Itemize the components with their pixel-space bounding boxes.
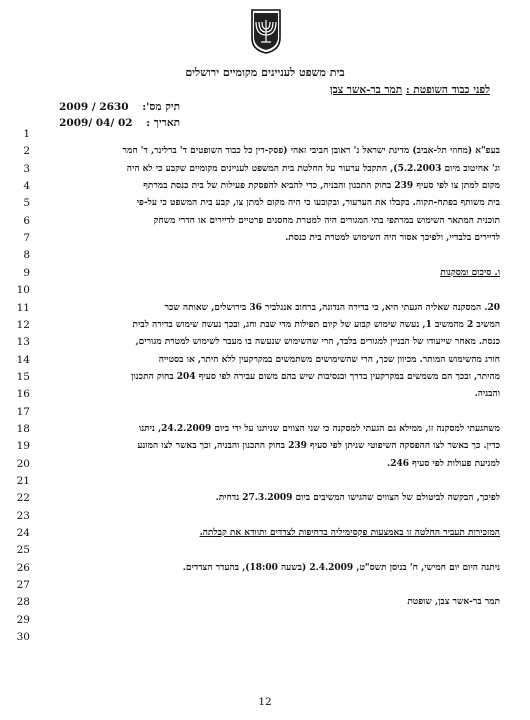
line-number: 21: [16, 475, 30, 487]
body-line: כדין. כך באשר לצו ההפסקה השיפוטי שניתן לפי סעיף 239 בחוק התכנון והבניה, וכך באשר לצו המונע: [137, 441, 500, 452]
body-line: תמר בר-אשר צבן, שופטת: [407, 597, 500, 608]
line-number: 22: [16, 492, 30, 505]
body-line: בית משותף בפתח-תקוה. בקבלו את הערעור, ובקובעו כי היה מקום למתן צו, קבע בית המשפט כי על-פי: [136, 198, 500, 209]
line-number: 19: [16, 440, 30, 453]
body-line: בעפ"א (מחוזי תל-אביב) מדינת ישראל נ' ראובן חביבי זאהי (פסק-דין כל כבוד השופטים ד' ברלינר, ד' חמר: [122, 146, 500, 157]
body-line: לפיכך, הבקשה לביטולם של הצווים שהגישו המשיבים ביום 27.3.2009 נדחית.: [215, 493, 500, 504]
case-label: תיק מס':: [142, 101, 180, 113]
line-number: 23: [16, 509, 30, 522]
date-row: [59, 117, 180, 129]
body-line: למניעת פעולות לפי סעיף 246.: [387, 458, 500, 469]
line-number: 24: [16, 527, 30, 540]
court-name: בית משפט לעניינים מקומיים ירושלים: [185, 66, 345, 79]
body-line: מקום למתן צו לפי סעיף 239 בחוק התכנון והבניה, כדי להביא להפסקת פעילות של בית כנסת במרתף: [143, 181, 500, 192]
line-number: 28: [16, 596, 30, 609]
line-number: 16: [16, 388, 30, 401]
page-number: 12: [258, 696, 272, 708]
body-line: כנסת. מאחר שייעודו של הבניין למגורים בלבד, הרי שהשימוש שנעשה בו מעבר לשימוש למטרת מגורים,: [135, 337, 500, 348]
line-number: 14: [16, 353, 30, 366]
body-line: לדיירים בלבדיי, ולפיכך אסור היה השימוש למטרת בית כנסת.: [285, 233, 500, 244]
line-number: 8: [23, 249, 30, 262]
line-number: 29: [16, 613, 30, 626]
line-number: 1: [23, 128, 30, 140]
line-number: 6: [23, 214, 30, 227]
line-number: 15: [16, 370, 30, 383]
line-number: 13: [16, 336, 30, 349]
line-number: 26: [16, 561, 30, 574]
line-number: 3: [23, 162, 30, 175]
line-number: 20: [16, 457, 30, 470]
line-number: 30: [16, 631, 30, 644]
line-number: 18: [16, 422, 30, 435]
line-number: 12: [16, 318, 30, 331]
date-value: 02 /04 /2009: [59, 117, 133, 129]
body-line: משהגעתי למסקנה זו, ממילא גם הגעתי למסקנה כי שני הצווים שניתנו על ידי ביום 24.2.2009, ניתנו: [138, 423, 500, 434]
body-line: חורג מהשימוש המותר. מכיוון שכך, הרי שהשימושים משתמשים במקרקעין ללא היתר, או בסטייה: [158, 354, 500, 365]
date-label: תאריך :: [146, 117, 180, 129]
case-number-row: [59, 101, 180, 113]
judge-line: [330, 84, 490, 96]
body-line: מהיתר, ובכך הם משמשים במקרקעין בדרך ובנסיבות שיש בהם משום עבירה לפי סעיף 204 בחוק התכנון: [131, 371, 500, 382]
line-number: 11: [16, 301, 30, 314]
body-line: והבניה.: [474, 389, 500, 400]
line-number: 17: [16, 405, 30, 418]
line-number: 4: [23, 180, 30, 193]
line-number: 5: [23, 197, 30, 210]
judge-prefix: לפני כבוד השופטת :: [405, 84, 490, 96]
body-line: ניתנה היום יום חמישי, ח' בניסן תשס"ט, 2.4.2009 (בשעה 18:00), בהעדר הצדדים.: [182, 562, 500, 573]
line-number: 7: [23, 232, 30, 245]
line-number: 25: [16, 544, 30, 557]
body-line: המשיב 2 מהמשיב 1, נעשה שימוש קבוע של קיום תפילות מדי שבת וחג, ובכך נעשה שימוש בדירה לבית: [132, 319, 500, 330]
state-emblem-icon: [248, 8, 284, 54]
body-line: ו. סיכום ומסקנות: [440, 267, 500, 278]
line-number: 2: [23, 145, 30, 158]
line-number: 9: [23, 266, 30, 279]
judge-name: תמר בר-אשר צבן: [329, 84, 403, 96]
line-number: 27: [16, 579, 30, 592]
body-line: 20. המסקנה שאליה הגעתי היא, כי בדירה הנדונה, ברחוב אנגלביר 36 בירושלים, שאותה שכר: [164, 302, 500, 313]
body-line: המזכירות תעביר החלטה זו באמצעות פקסימיליה בדחיפות לצדדים ותוודא את קבלתה.: [199, 528, 500, 539]
line-number: 10: [16, 284, 30, 297]
body-line: וג' אחיטוב מיום 5.2.2003), התקבל ערעור על החלטת בית המשפט לעניינים מקומיים שקבע כי לא היה: [126, 163, 500, 174]
case-number: 2630 / 2009: [58, 101, 129, 113]
body-line: תוכנית המתאר השימוש במרתפי בתי המגורים היה למטרת מחסנים פרטיים לדיירים או חדרי משחק: [153, 215, 500, 226]
